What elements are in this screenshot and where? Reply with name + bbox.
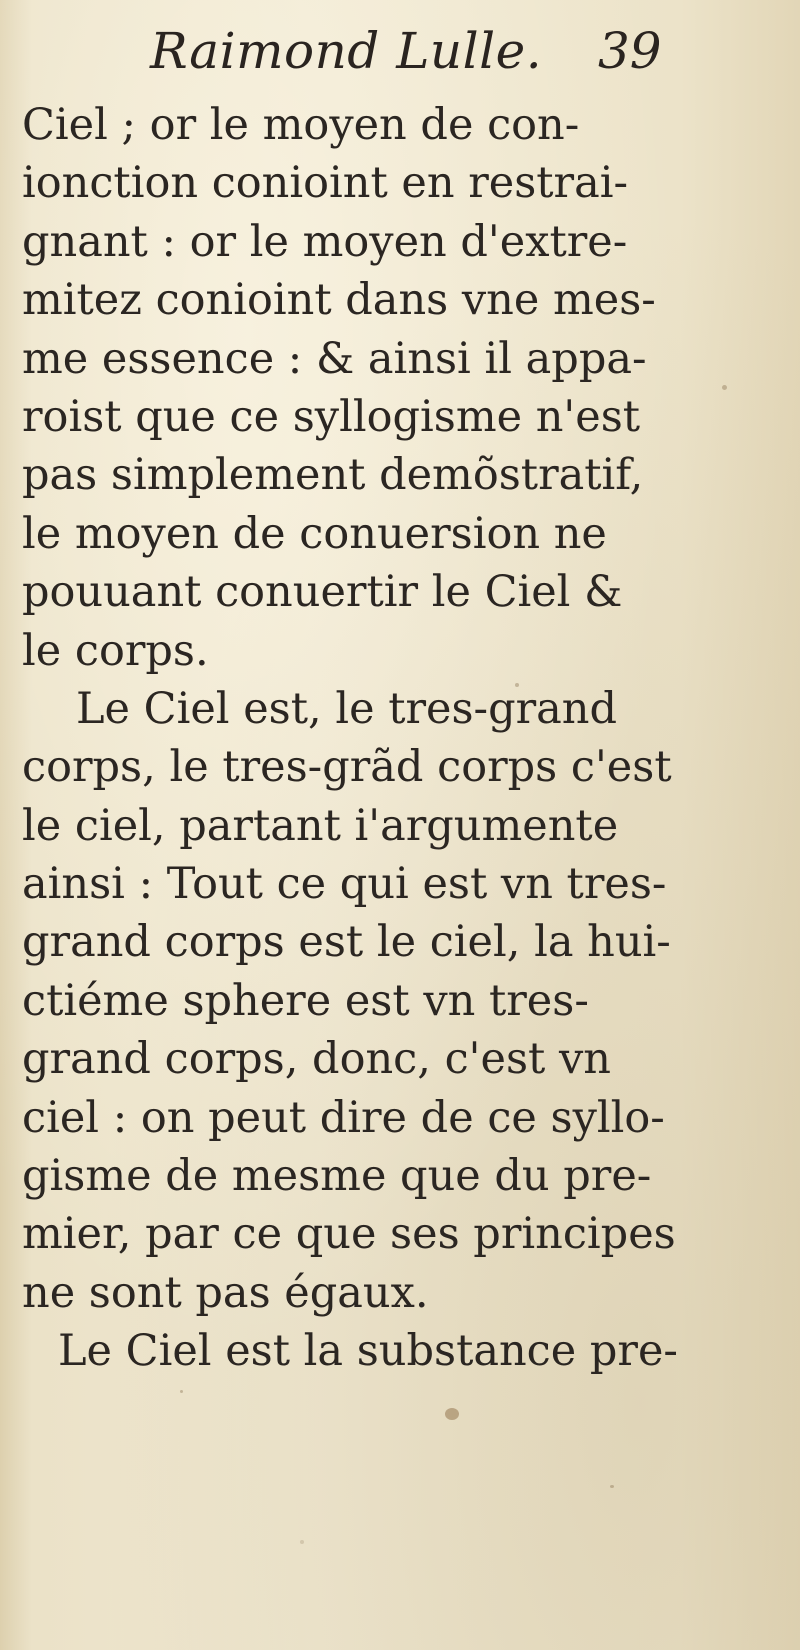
text-line: pouuant conuertir le Ciel & <box>22 567 623 618</box>
text-line: le corps. <box>22 625 209 676</box>
text-line: grand corps, donc, c'est vn <box>22 1034 611 1085</box>
text-line: grand corps est le ciel, la hui- <box>22 917 671 968</box>
body-text <box>22 96 678 1381</box>
paragraph-first-line: Le Ciel est, le tres-grand <box>76 683 618 734</box>
text-line: le moyen de conuersion ne <box>22 508 607 559</box>
text-line: mitez conioint dans vne mes- <box>22 275 656 326</box>
text-line: pas simplement demõstratif, <box>22 450 644 501</box>
paragraph-first-line: Le Ciel est la substance pre- <box>58 1326 678 1377</box>
text-line: roist que ce syllogisme n'est <box>22 391 641 442</box>
text-line: gnant : or le moyen d'extre- <box>22 216 628 267</box>
text-line: me essence : & ainsi il appa- <box>22 333 647 384</box>
text-line: Ciel ; or le moyen de con- <box>22 100 580 150</box>
text-line: mier, par ce que ses principes <box>22 1209 676 1260</box>
running-head <box>0 16 800 86</box>
text-line: corps, le tres-grãd corps c'est <box>22 742 672 793</box>
text-line: ctiéme sphere est vn tres- <box>22 975 589 1026</box>
text-line: ionction conioint en restrai- <box>22 158 629 209</box>
page-number: 39 <box>598 22 662 80</box>
text-line: ne sont pas égaux. <box>22 1267 429 1318</box>
text-line: ciel : on peut dire de ce syllo- <box>22 1092 665 1143</box>
text-line: ainsi : Tout ce qui est vn tres- <box>22 859 667 910</box>
text-line: gisme de mesme que du pre- <box>22 1151 652 1202</box>
text-line: le ciel, partant i'argumente <box>22 800 619 851</box>
running-title: Raimond Lulle. <box>150 22 543 80</box>
